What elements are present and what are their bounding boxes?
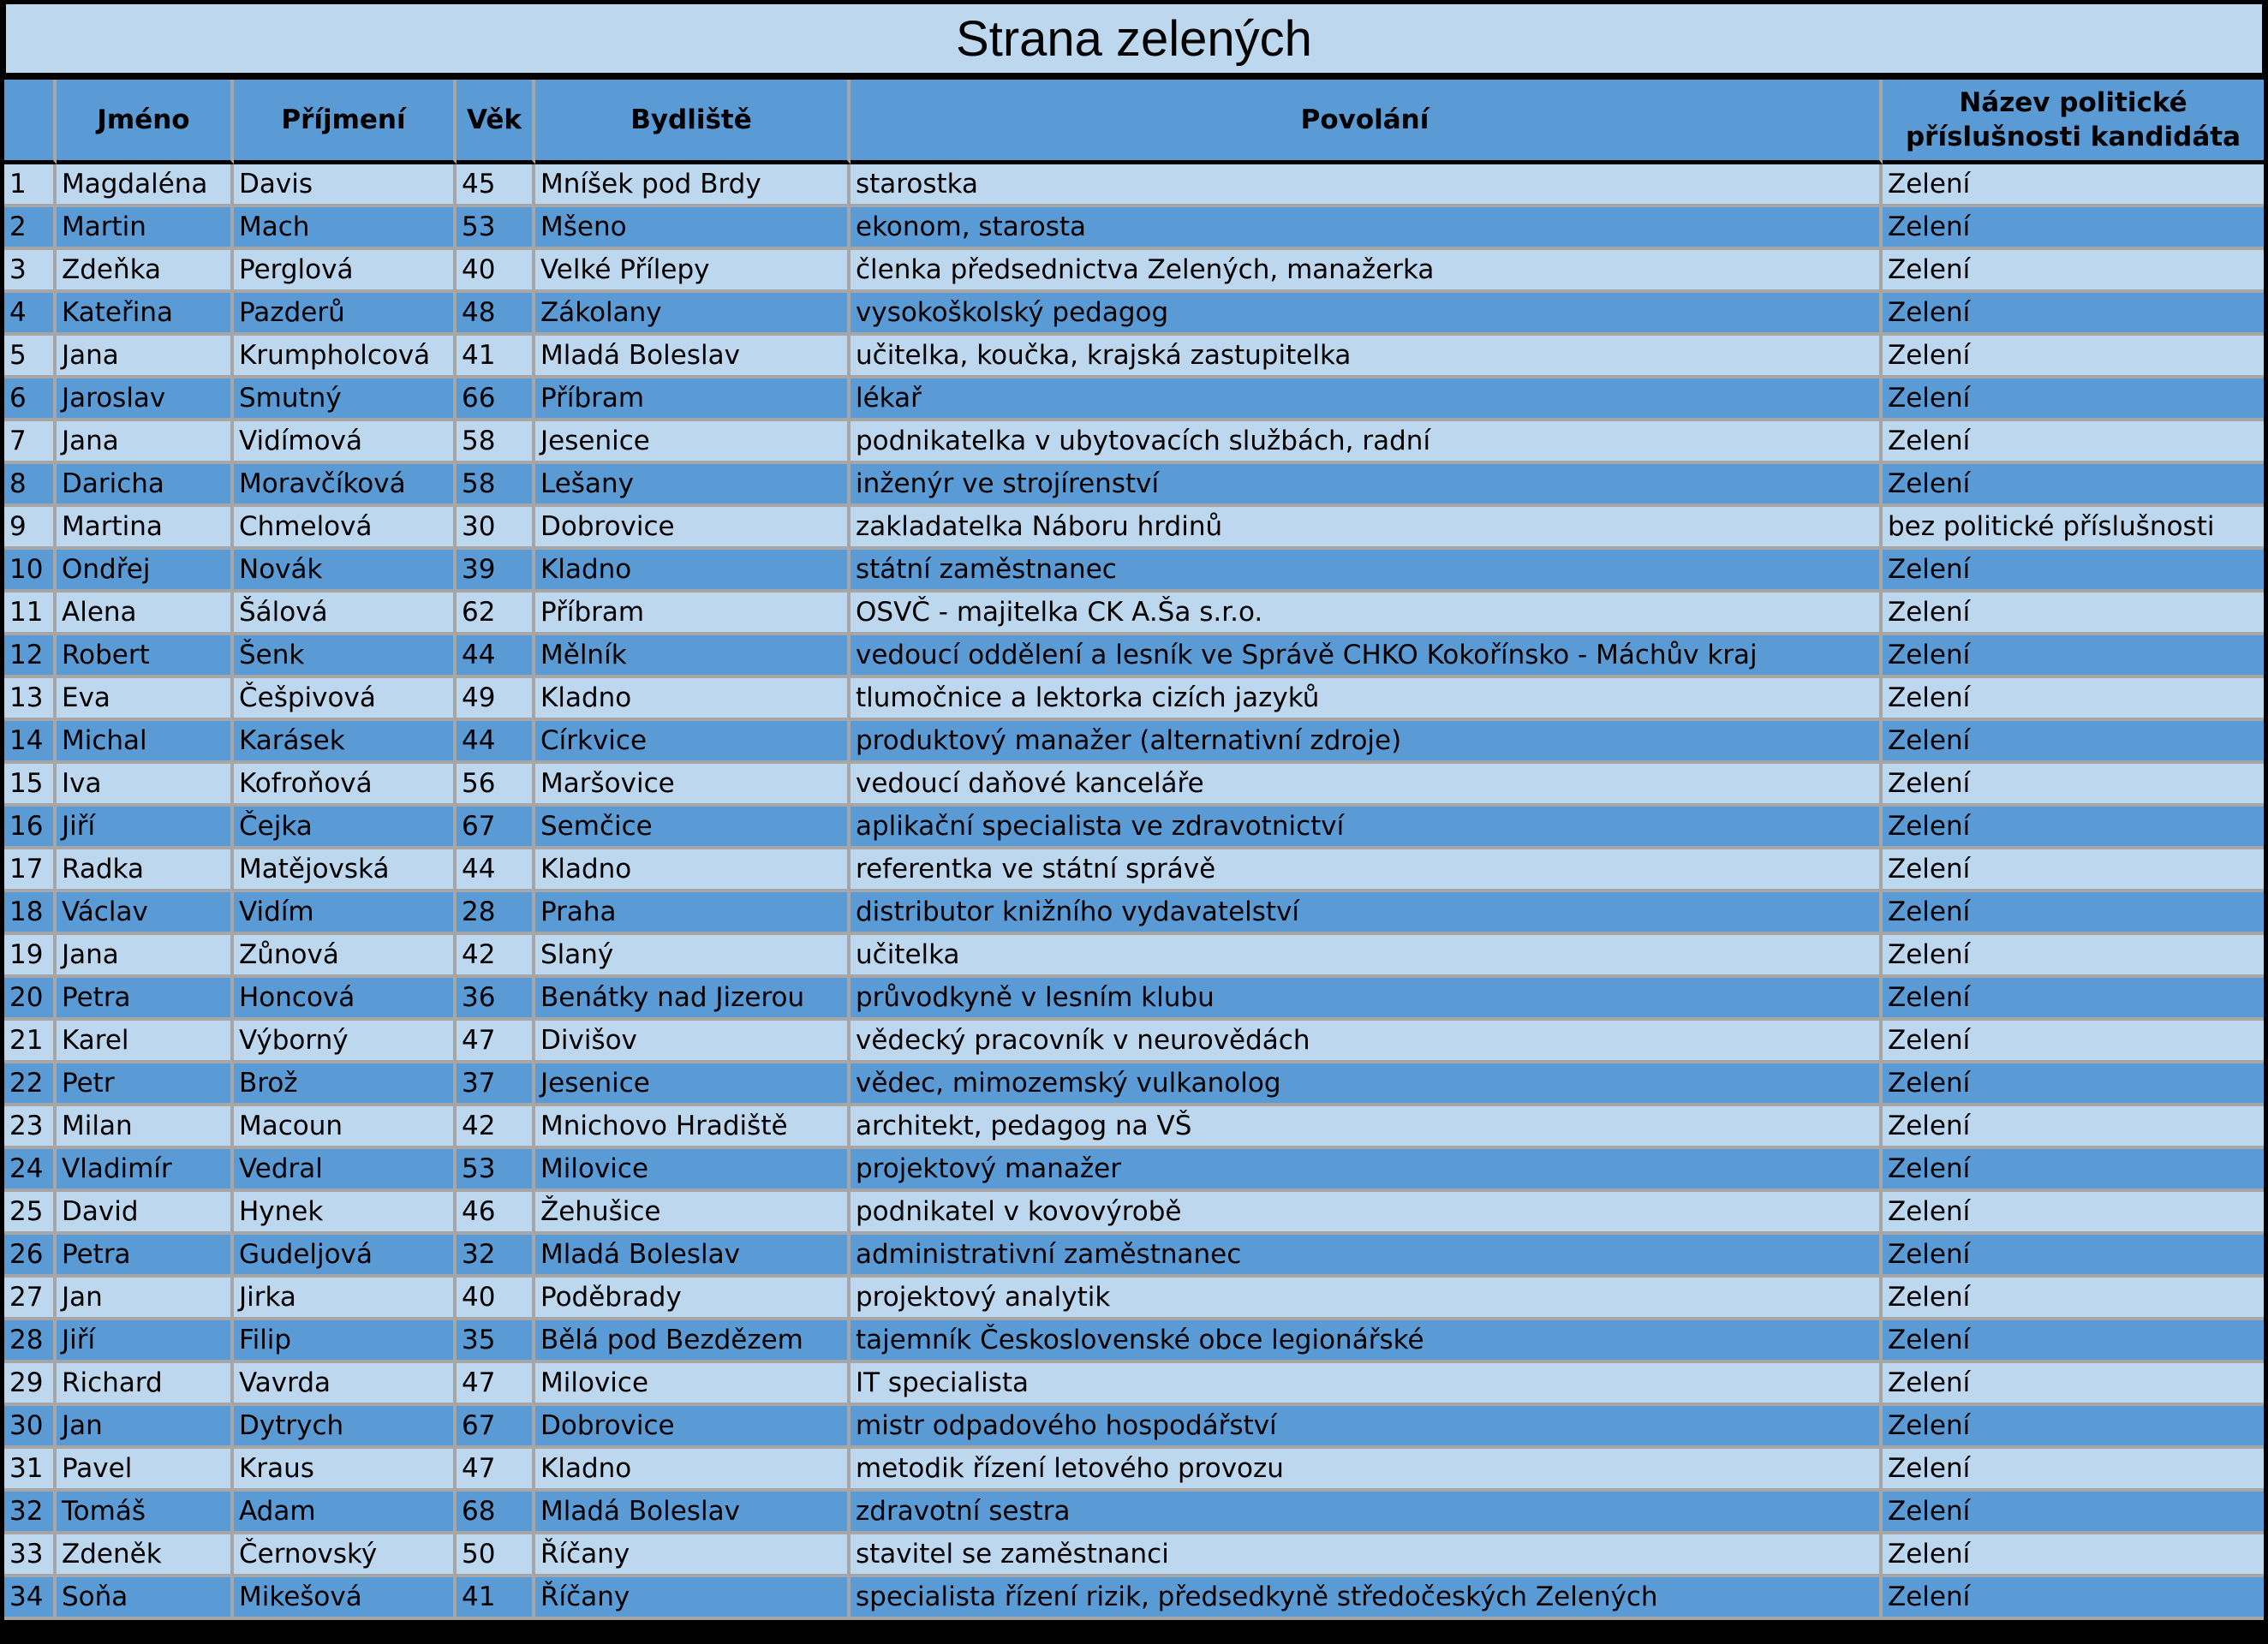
cell-last-name[interactable]: Vavrda xyxy=(234,1363,457,1406)
cell-occupation[interactable]: průvodkyně v lesním klubu xyxy=(850,978,1883,1021)
cell-occupation[interactable]: tlumočnice a lektorka cizích jazyků xyxy=(850,678,1883,721)
cell-age[interactable]: 53 xyxy=(457,1149,535,1192)
cell-first-name[interactable]: Soňa xyxy=(57,1577,234,1620)
cell-first-name[interactable]: Pavel xyxy=(57,1449,234,1492)
cell-occupation[interactable]: distributor knižního vydavatelství xyxy=(850,892,1883,935)
cell-number[interactable]: 20 xyxy=(4,978,57,1021)
table-row xyxy=(4,1235,2264,1278)
table-row xyxy=(4,1320,2264,1363)
cell-occupation[interactable]: učitelka xyxy=(850,935,1883,978)
cell-age[interactable]: 37 xyxy=(457,1063,535,1106)
cell-occupation[interactable]: vědecký pracovník v neurovědách xyxy=(850,1021,1883,1063)
table-row xyxy=(4,978,2264,1021)
cell-residence[interactable]: Lešany xyxy=(535,464,850,507)
cell-occupation[interactable]: státní zaměstnanec xyxy=(850,550,1883,593)
cell-age[interactable]: 67 xyxy=(457,807,535,849)
cell-affiliation[interactable]: Zelení xyxy=(1883,1363,2264,1406)
cell-last-name[interactable]: Dytrych xyxy=(234,1406,457,1449)
table-row xyxy=(4,207,2264,250)
cell-first-name[interactable]: Jana xyxy=(57,421,234,464)
cell-age[interactable]: 58 xyxy=(457,421,535,464)
cell-number[interactable]: 21 xyxy=(4,1021,57,1063)
cell-last-name[interactable]: Mach xyxy=(234,207,457,250)
cell-age[interactable]: 45 xyxy=(457,164,535,207)
table-row xyxy=(4,1063,2264,1106)
cell-number[interactable]: 8 xyxy=(4,464,57,507)
header-number[interactable] xyxy=(4,80,57,164)
cell-affiliation[interactable]: Zelení xyxy=(1883,892,2264,935)
cell-affiliation[interactable]: Zelení xyxy=(1883,978,2264,1021)
cell-first-name[interactable]: Jan xyxy=(57,1406,234,1449)
cell-occupation[interactable]: starostka xyxy=(850,164,1883,207)
cell-age[interactable]: 36 xyxy=(457,978,535,1021)
cell-number[interactable]: 15 xyxy=(4,764,57,807)
cell-occupation[interactable]: vědec, mimozemský vulkanolog xyxy=(850,1063,1883,1106)
cell-occupation[interactable]: produktový manažer (alternativní zdroje) xyxy=(850,721,1883,764)
cell-number[interactable]: 24 xyxy=(4,1149,57,1192)
cell-age[interactable]: 46 xyxy=(457,1192,535,1235)
cell-affiliation[interactable]: Zelení xyxy=(1883,1106,2264,1149)
cell-last-name[interactable]: Zůnová xyxy=(234,935,457,978)
cell-affiliation[interactable]: Zelení xyxy=(1883,1492,2264,1534)
cell-affiliation[interactable]: Zelení xyxy=(1883,378,2264,421)
cell-first-name[interactable]: Jana xyxy=(57,336,234,378)
header-last-name[interactable]: Příjmení xyxy=(234,80,457,164)
cell-first-name[interactable]: Alena xyxy=(57,593,234,635)
cell-age[interactable]: 41 xyxy=(457,1577,535,1620)
cell-affiliation[interactable]: Zelení xyxy=(1883,935,2264,978)
cell-first-name[interactable]: Petr xyxy=(57,1063,234,1106)
cell-first-name[interactable]: Kateřina xyxy=(57,293,234,336)
cell-residence[interactable]: Jesenice xyxy=(535,1063,850,1106)
table-row xyxy=(4,635,2264,678)
cell-residence[interactable]: Velké Přílepy xyxy=(535,250,850,293)
cell-number[interactable]: 18 xyxy=(4,892,57,935)
cell-number[interactable]: 32 xyxy=(4,1492,57,1534)
cell-age[interactable]: 28 xyxy=(457,892,535,935)
table-row xyxy=(4,464,2264,507)
cell-occupation[interactable]: zdravotní sestra xyxy=(850,1492,1883,1534)
table-title: Strana zelených xyxy=(6,4,2262,73)
cell-occupation[interactable]: tajemník Československé obce legionářské xyxy=(850,1320,1883,1363)
cell-first-name[interactable]: Karel xyxy=(57,1021,234,1063)
cell-first-name[interactable]: Petra xyxy=(57,978,234,1021)
cell-last-name[interactable]: Vidím xyxy=(234,892,457,935)
cell-residence[interactable]: Dobrovice xyxy=(535,507,850,550)
cell-age[interactable]: 66 xyxy=(457,378,535,421)
cell-residence[interactable]: Bělá pod Bezdězem xyxy=(535,1320,850,1363)
cell-age[interactable]: 49 xyxy=(457,678,535,721)
cell-age[interactable]: 35 xyxy=(457,1320,535,1363)
cell-number[interactable]: 29 xyxy=(4,1363,57,1406)
cell-first-name[interactable]: Zdeněk xyxy=(57,1534,234,1577)
cell-occupation[interactable]: vysokoškolský pedagog xyxy=(850,293,1883,336)
cell-residence[interactable]: Žehušice xyxy=(535,1192,850,1235)
table-row xyxy=(4,764,2264,807)
table-row xyxy=(4,721,2264,764)
cell-occupation[interactable]: inženýr ve strojírenství xyxy=(850,464,1883,507)
cell-affiliation[interactable]: Zelení xyxy=(1883,764,2264,807)
cell-first-name[interactable]: Milan xyxy=(57,1106,234,1149)
candidate-table xyxy=(4,80,2264,1620)
cell-residence[interactable]: Říčany xyxy=(535,1534,850,1577)
cell-last-name[interactable]: Davis xyxy=(234,164,457,207)
cell-residence[interactable]: Kladno xyxy=(535,678,850,721)
table-row xyxy=(4,1021,2264,1063)
header-row xyxy=(4,80,2264,164)
cell-occupation[interactable]: projektový analytik xyxy=(850,1278,1883,1320)
table-row xyxy=(4,1534,2264,1577)
table-row xyxy=(4,507,2264,550)
cell-residence[interactable]: Mníšek pod Brdy xyxy=(535,164,850,207)
cell-first-name[interactable]: Martin xyxy=(57,207,234,250)
cell-residence[interactable]: Milovice xyxy=(535,1149,850,1192)
cell-number[interactable]: 14 xyxy=(4,721,57,764)
table-row xyxy=(4,550,2264,593)
cell-first-name[interactable]: Robert xyxy=(57,635,234,678)
cell-last-name[interactable]: Perglová xyxy=(234,250,457,293)
cell-first-name[interactable]: Eva xyxy=(57,678,234,721)
header-residence[interactable]: Bydliště xyxy=(535,80,850,164)
cell-occupation[interactable]: vedoucí daňové kanceláře xyxy=(850,764,1883,807)
cell-occupation[interactable]: členka předsednictva Zelených, manažerka xyxy=(850,250,1883,293)
cell-occupation[interactable]: lékař xyxy=(850,378,1883,421)
cell-first-name[interactable]: Zdeňka xyxy=(57,250,234,293)
cell-affiliation[interactable]: Zelení xyxy=(1883,1320,2264,1363)
cell-residence[interactable]: Kladno xyxy=(535,550,850,593)
cell-occupation[interactable]: administrativní zaměstnanec xyxy=(850,1235,1883,1278)
cell-occupation[interactable]: specialista řízení rizik, předsedkyně středočeských Zelených xyxy=(850,1577,1883,1620)
cell-last-name[interactable]: Matějovská xyxy=(234,849,457,892)
cell-number[interactable]: 2 xyxy=(4,207,57,250)
table-row xyxy=(4,250,2264,293)
table-row xyxy=(4,1149,2264,1192)
cell-last-name[interactable]: Čejka xyxy=(234,807,457,849)
cell-number[interactable]: 26 xyxy=(4,1235,57,1278)
cell-last-name[interactable]: Pazderů xyxy=(234,293,457,336)
cell-age[interactable]: 39 xyxy=(457,550,535,593)
cell-age[interactable]: 40 xyxy=(457,1278,535,1320)
cell-last-name[interactable]: Macoun xyxy=(234,1106,457,1149)
cell-last-name[interactable]: Chmelová xyxy=(234,507,457,550)
cell-affiliation[interactable]: Zelení xyxy=(1883,721,2264,764)
cell-last-name[interactable]: Vidímová xyxy=(234,421,457,464)
cell-occupation[interactable]: zakladatelka Náboru hrdinů xyxy=(850,507,1883,550)
cell-occupation[interactable]: architekt, pedagog na VŠ xyxy=(850,1106,1883,1149)
header-affiliation[interactable]: Název politické příslušnosti kandidáta xyxy=(1883,80,2264,164)
cell-age[interactable]: 44 xyxy=(457,635,535,678)
cell-occupation[interactable]: IT specialista xyxy=(850,1363,1883,1406)
cell-last-name[interactable]: Adam xyxy=(234,1492,457,1534)
table-row xyxy=(4,421,2264,464)
table-row xyxy=(4,807,2264,849)
cell-occupation[interactable]: podnikatelka v ubytovacích službách, radní xyxy=(850,421,1883,464)
cell-first-name[interactable]: Radka xyxy=(57,849,234,892)
cell-residence[interactable]: Církvice xyxy=(535,721,850,764)
cell-age[interactable]: 44 xyxy=(457,721,535,764)
table-row xyxy=(4,849,2264,892)
cell-age[interactable]: 47 xyxy=(457,1021,535,1063)
cell-number[interactable]: 22 xyxy=(4,1063,57,1106)
cell-last-name[interactable]: Smutný xyxy=(234,378,457,421)
cell-last-name[interactable]: Černovský xyxy=(234,1534,457,1577)
cell-number[interactable]: 13 xyxy=(4,678,57,721)
cell-residence[interactable]: Kladno xyxy=(535,1449,850,1492)
cell-number[interactable]: 12 xyxy=(4,635,57,678)
cell-age[interactable]: 48 xyxy=(457,293,535,336)
cell-affiliation[interactable]: Zelení xyxy=(1883,336,2264,378)
cell-residence[interactable]: Mnichovo Hradiště xyxy=(535,1106,850,1149)
cell-last-name[interactable]: Gudeljová xyxy=(234,1235,457,1278)
cell-affiliation[interactable]: Zelení xyxy=(1883,807,2264,849)
cell-number[interactable]: 31 xyxy=(4,1449,57,1492)
cell-affiliation[interactable]: Zelení xyxy=(1883,635,2264,678)
table-row xyxy=(4,935,2264,978)
cell-first-name[interactable]: Ondřej xyxy=(57,550,234,593)
cell-last-name[interactable]: Vedral xyxy=(234,1149,457,1192)
cell-residence[interactable]: Zákolany xyxy=(535,293,850,336)
cell-first-name[interactable]: Petra xyxy=(57,1235,234,1278)
table-row xyxy=(4,1106,2264,1149)
cell-affiliation[interactable]: Zelení xyxy=(1883,421,2264,464)
cell-number[interactable]: 34 xyxy=(4,1577,57,1620)
header-age[interactable]: Věk xyxy=(457,80,535,164)
cell-residence[interactable]: Mšeno xyxy=(535,207,850,250)
cell-first-name[interactable]: Tomáš xyxy=(57,1492,234,1534)
cell-last-name[interactable]: Kraus xyxy=(234,1449,457,1492)
cell-occupation[interactable]: podnikatel v kovovýrobě xyxy=(850,1192,1883,1235)
cell-number[interactable]: 30 xyxy=(4,1406,57,1449)
cell-age[interactable]: 68 xyxy=(457,1492,535,1534)
cell-residence[interactable]: Benátky nad Jizerou xyxy=(535,978,850,1021)
cell-affiliation[interactable]: Zelení xyxy=(1883,250,2264,293)
cell-affiliation[interactable]: Zelení xyxy=(1883,550,2264,593)
table-row xyxy=(4,1492,2264,1534)
table-body xyxy=(4,164,2264,1620)
cell-number[interactable]: 7 xyxy=(4,421,57,464)
cell-residence[interactable]: Praha xyxy=(535,892,850,935)
cell-residence[interactable]: Milovice xyxy=(535,1363,850,1406)
cell-last-name[interactable]: Karásek xyxy=(234,721,457,764)
cell-number[interactable]: 9 xyxy=(4,507,57,550)
table-row xyxy=(4,293,2264,336)
cell-age[interactable]: 67 xyxy=(457,1406,535,1449)
cell-first-name[interactable]: Richard xyxy=(57,1363,234,1406)
cell-residence[interactable]: Kladno xyxy=(535,849,850,892)
cell-number[interactable]: 25 xyxy=(4,1192,57,1235)
cell-number[interactable]: 11 xyxy=(4,593,57,635)
cell-residence[interactable]: Mladá Boleslav xyxy=(535,1492,850,1534)
cell-age[interactable]: 30 xyxy=(457,507,535,550)
cell-residence[interactable]: Maršovice xyxy=(535,764,850,807)
table-row xyxy=(4,678,2264,721)
cell-first-name[interactable]: Martina xyxy=(57,507,234,550)
cell-residence[interactable]: Divišov xyxy=(535,1021,850,1063)
cell-age[interactable]: 42 xyxy=(457,1106,535,1149)
cell-affiliation[interactable]: Zelení xyxy=(1883,293,2264,336)
cell-affiliation[interactable]: Zelení xyxy=(1883,678,2264,721)
cell-last-name[interactable]: Češpivová xyxy=(234,678,457,721)
table-row xyxy=(4,1577,2264,1620)
cell-first-name[interactable]: Iva xyxy=(57,764,234,807)
cell-first-name[interactable]: Vladimír xyxy=(57,1149,234,1192)
cell-last-name[interactable]: Šenk xyxy=(234,635,457,678)
cell-residence[interactable]: Příbram xyxy=(535,593,850,635)
table-row xyxy=(4,1406,2264,1449)
cell-number[interactable]: 33 xyxy=(4,1534,57,1577)
cell-residence[interactable]: Říčany xyxy=(535,1577,850,1620)
cell-affiliation[interactable]: Zelení xyxy=(1883,1577,2264,1620)
cell-residence[interactable]: Mladá Boleslav xyxy=(535,336,850,378)
cell-occupation[interactable]: stavitel se zaměstnanci xyxy=(850,1534,1883,1577)
cell-residence[interactable]: Dobrovice xyxy=(535,1406,850,1449)
cell-last-name[interactable]: Šálová xyxy=(234,593,457,635)
cell-affiliation[interactable]: Zelení xyxy=(1883,1534,2264,1577)
cell-occupation[interactable]: mistr odpadového hospodářství xyxy=(850,1406,1883,1449)
header-first-name[interactable]: Jméno xyxy=(57,80,234,164)
table-row xyxy=(4,1363,2264,1406)
cell-first-name[interactable]: Jana xyxy=(57,935,234,978)
cell-number[interactable]: 27 xyxy=(4,1278,57,1320)
cell-affiliation[interactable]: Zelení xyxy=(1883,464,2264,507)
cell-last-name[interactable]: Jirka xyxy=(234,1278,457,1320)
table-row xyxy=(4,1278,2264,1320)
cell-occupation[interactable]: aplikační specialista ve zdravotnictví xyxy=(850,807,1883,849)
cell-first-name[interactable]: Daricha xyxy=(57,464,234,507)
cell-affiliation[interactable]: Zelení xyxy=(1883,164,2264,207)
cell-number[interactable]: 6 xyxy=(4,378,57,421)
cell-age[interactable]: 53 xyxy=(457,207,535,250)
cell-first-name[interactable]: Michal xyxy=(57,721,234,764)
cell-age[interactable]: 42 xyxy=(457,935,535,978)
cell-affiliation[interactable]: Zelení xyxy=(1883,849,2264,892)
cell-last-name[interactable]: Kofroňová xyxy=(234,764,457,807)
cell-first-name[interactable]: Václav xyxy=(57,892,234,935)
cell-age[interactable]: 32 xyxy=(457,1235,535,1278)
cell-residence[interactable]: Mladá Boleslav xyxy=(535,1235,850,1278)
cell-residence[interactable]: Jesenice xyxy=(535,421,850,464)
cell-affiliation[interactable]: Zelení xyxy=(1883,1235,2264,1278)
cell-first-name[interactable]: Jiří xyxy=(57,807,234,849)
cell-occupation[interactable]: OSVČ - majitelka CK A.Ša s.r.o. xyxy=(850,593,1883,635)
cell-affiliation[interactable]: Zelení xyxy=(1883,1063,2264,1106)
cell-affiliation[interactable]: Zelení xyxy=(1883,1449,2264,1492)
cell-occupation[interactable]: metodik řízení letového provozu xyxy=(850,1449,1883,1492)
cell-age[interactable]: 62 xyxy=(457,593,535,635)
table-row xyxy=(4,336,2264,378)
cell-occupation[interactable]: referentka ve státní správě xyxy=(850,849,1883,892)
cell-affiliation[interactable]: Zelení xyxy=(1883,207,2264,250)
cell-last-name[interactable]: Hynek xyxy=(234,1192,457,1235)
cell-residence[interactable]: Poděbrady xyxy=(535,1278,850,1320)
cell-last-name[interactable]: Novák xyxy=(234,550,457,593)
cell-last-name[interactable]: Brož xyxy=(234,1063,457,1106)
table-row xyxy=(4,1192,2264,1235)
table-row xyxy=(4,593,2264,635)
cell-age[interactable]: 47 xyxy=(457,1449,535,1492)
cell-residence[interactable]: Slaný xyxy=(535,935,850,978)
cell-occupation[interactable]: učitelka, koučka, krajská zastupitelka xyxy=(850,336,1883,378)
cell-number[interactable]: 4 xyxy=(4,293,57,336)
cell-age[interactable]: 44 xyxy=(457,849,535,892)
cell-last-name[interactable]: Výborný xyxy=(234,1021,457,1063)
cell-number[interactable]: 17 xyxy=(4,849,57,892)
cell-number[interactable]: 5 xyxy=(4,336,57,378)
cell-occupation[interactable]: projektový manažer xyxy=(850,1149,1883,1192)
cell-residence[interactable]: Příbram xyxy=(535,378,850,421)
table-row xyxy=(4,164,2264,207)
cell-affiliation[interactable]: bez politické příslušnosti xyxy=(1883,507,2264,550)
cell-age[interactable]: 50 xyxy=(457,1534,535,1577)
cell-number[interactable]: 1 xyxy=(4,164,57,207)
table-row xyxy=(4,892,2264,935)
cell-age[interactable]: 47 xyxy=(457,1363,535,1406)
cell-affiliation[interactable]: Zelení xyxy=(1883,1192,2264,1235)
cell-last-name[interactable]: Krumpholcová xyxy=(234,336,457,378)
cell-first-name[interactable]: Jan xyxy=(57,1278,234,1320)
table-row xyxy=(4,1449,2264,1492)
cell-affiliation[interactable]: Zelení xyxy=(1883,1278,2264,1320)
cell-first-name[interactable]: Jiří xyxy=(57,1320,234,1363)
cell-number[interactable]: 16 xyxy=(4,807,57,849)
cell-first-name[interactable]: Jaroslav xyxy=(57,378,234,421)
cell-affiliation[interactable]: Zelení xyxy=(1883,593,2264,635)
cell-first-name[interactable]: David xyxy=(57,1192,234,1235)
cell-number[interactable]: 3 xyxy=(4,250,57,293)
cell-number[interactable]: 19 xyxy=(4,935,57,978)
cell-affiliation[interactable]: Zelení xyxy=(1883,1149,2264,1192)
cell-first-name[interactable]: Magdaléna xyxy=(57,164,234,207)
cell-number[interactable]: 10 xyxy=(4,550,57,593)
table-row xyxy=(4,378,2264,421)
cell-number[interactable]: 28 xyxy=(4,1320,57,1363)
cell-age[interactable]: 56 xyxy=(457,764,535,807)
cell-number[interactable]: 23 xyxy=(4,1106,57,1149)
cell-last-name[interactable]: Moravčíková xyxy=(234,464,457,507)
cell-residence[interactable]: Mělník xyxy=(535,635,850,678)
cell-age[interactable]: 40 xyxy=(457,250,535,293)
cell-last-name[interactable]: Filip xyxy=(234,1320,457,1363)
cell-age[interactable]: 41 xyxy=(457,336,535,378)
cell-last-name[interactable]: Honcová xyxy=(234,978,457,1021)
cell-occupation[interactable]: vedoucí oddělení a lesník ve Správě CHKO Kokořínsko - Máchův kraj xyxy=(850,635,1883,678)
cell-last-name[interactable]: Mikešová xyxy=(234,1577,457,1620)
cell-residence[interactable]: Semčice xyxy=(535,807,850,849)
cell-affiliation[interactable]: Zelení xyxy=(1883,1406,2264,1449)
header-occupation[interactable]: Povolání xyxy=(850,80,1883,164)
cell-affiliation[interactable]: Zelení xyxy=(1883,1021,2264,1063)
cell-occupation[interactable]: ekonom, starosta xyxy=(850,207,1883,250)
cell-age[interactable]: 58 xyxy=(457,464,535,507)
